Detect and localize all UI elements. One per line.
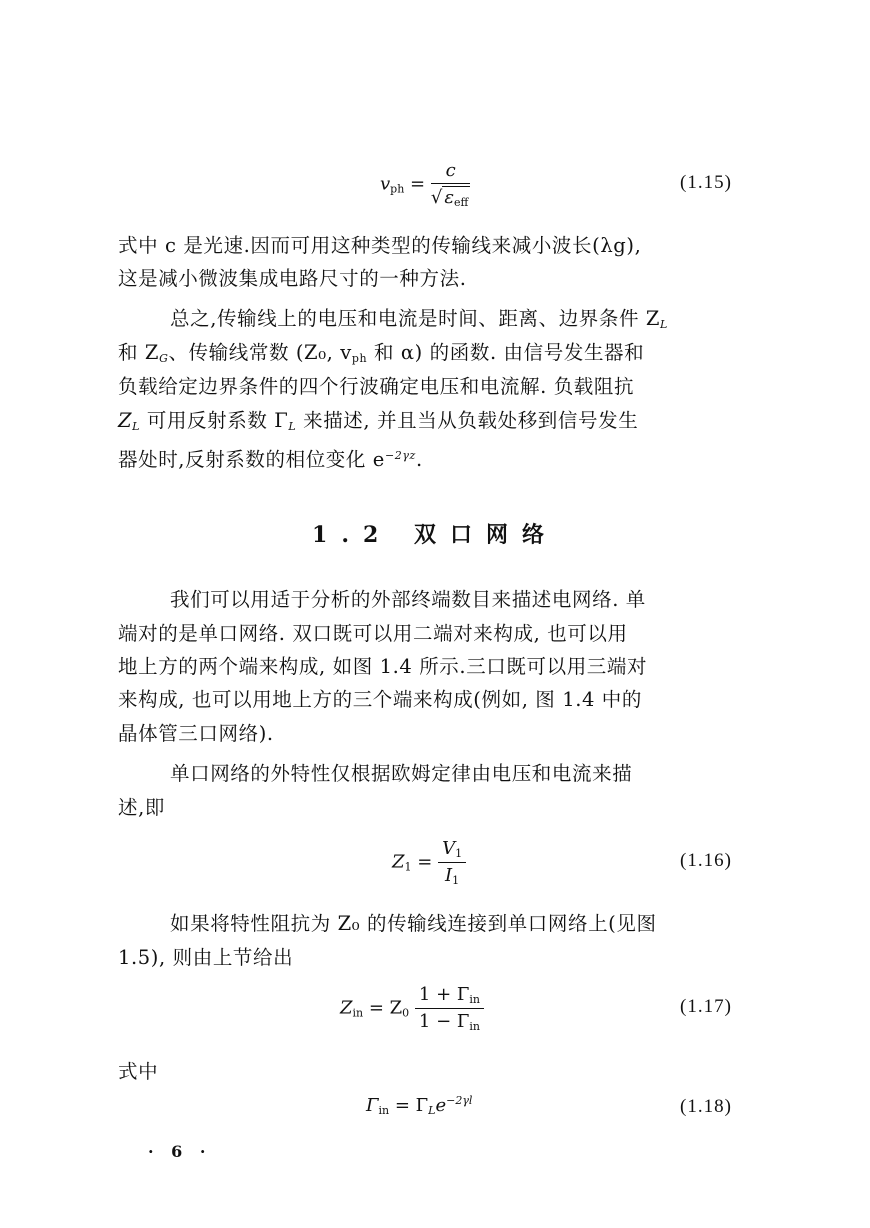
eq-lhs-sub: 1 — [404, 860, 412, 874]
text-line: 式中 c 是光速.因而可用这种类型的传输线来减小波长(λg), — [118, 234, 642, 257]
eq-lhs: v — [380, 173, 391, 195]
text-line — [118, 411, 758, 432]
text-span: . — [415, 448, 423, 471]
eq-rhs-e: e — [435, 1095, 447, 1116]
numerator: c — [431, 160, 470, 184]
text-line: 晶体管三口网络). — [118, 722, 274, 745]
text-line: 负载给定边界条件的四个行波确定电压和电流解. 负载阻抗 — [118, 375, 635, 398]
fraction — [438, 838, 466, 887]
num-symbol: V — [442, 838, 456, 859]
superscript: −2γz — [384, 449, 416, 462]
eq-rhs-sup: −2γl — [446, 1094, 473, 1107]
eq-lhs: Z — [340, 997, 353, 1019]
equation-number-1-17: (1.17) — [680, 996, 732, 1017]
text-line — [118, 450, 758, 470]
num-sub: 1 — [455, 847, 463, 860]
text-span: 来描述, 并且当从负载处移到信号发生 — [296, 409, 639, 432]
denominator — [438, 863, 466, 887]
den-symbol: ε — [444, 187, 455, 208]
equation-1-18 — [366, 1094, 472, 1117]
equation-1-17 — [340, 984, 484, 1033]
eq-sign: = Z — [368, 997, 403, 1019]
numerator — [438, 838, 466, 863]
text-line — [170, 309, 760, 330]
den-sub: in — [469, 1020, 480, 1033]
numerator — [415, 984, 484, 1009]
eq-lhs-sub: ph — [390, 182, 405, 196]
eq-sign: = — [410, 173, 426, 195]
den-sub: eff — [454, 196, 469, 209]
eq-lhs-sub: in — [352, 1006, 364, 1020]
text-line: 这是减小微波集成电路尺寸的一种方法. — [118, 267, 467, 290]
text-line: 地上方的两个端来构成, 如图 1.4 所示.三口既可以用三端对 — [118, 655, 648, 678]
equation-1-15 — [380, 160, 470, 209]
text-line — [118, 343, 758, 364]
den-symbol: I — [445, 865, 453, 886]
text-line: 如果将特性阻抗为 Z₀ 的传输线连接到单口网络上(见图 — [170, 912, 657, 935]
text-line: 端对的是单口网络. 双口既可以用二端对来构成, 也可以用 — [118, 622, 628, 645]
subscript: G — [159, 352, 169, 365]
eq-lhs: Z — [392, 851, 405, 873]
subscript: L — [288, 420, 297, 433]
fraction — [431, 160, 470, 209]
text-span: Z — [118, 409, 133, 432]
subscript: L — [132, 420, 141, 433]
fraction — [415, 984, 484, 1033]
text-line: 单口网络的外特性仅根据欧姆定律由电压和电流来描 — [170, 762, 633, 785]
num-text: 1 + Γ — [418, 984, 470, 1005]
denominator — [415, 1009, 484, 1033]
eq-lhs: Γ — [366, 1095, 379, 1116]
eq-sign: = — [417, 851, 433, 873]
page-number: · 6 · — [148, 1142, 212, 1161]
eq-rhs-sub: L — [428, 1104, 436, 1117]
text-line: 我们可以用适于分析的外部终端数目来描述电网络. 单 — [170, 588, 646, 611]
eq-sub: 0 — [402, 1006, 410, 1020]
text-line: 述,即 — [118, 796, 165, 819]
text-line: 1.5), 则由上节给出 — [118, 946, 294, 969]
den-text: 1 − Γ — [418, 1011, 470, 1032]
den-sub: 1 — [452, 874, 460, 887]
subscript: L — [660, 318, 668, 331]
num-sub: in — [469, 993, 480, 1006]
text-span: 、传输线常数 (Z₀, v — [168, 341, 352, 364]
denominator: √ $\varepsilon_{eff}$ — [430, 187, 469, 209]
text-span: 总之,传输线上的电压和电流是时间、距离、边界条件 Z — [170, 307, 661, 330]
text-line: 来构成, 也可以用地上方的三个端来构成(例如, 图 1.4 中的 — [118, 688, 643, 711]
text-span: 器处时,反射系数的相位变化 e — [118, 448, 385, 471]
subscript: ph — [351, 352, 368, 365]
equation-number-1-16: (1.16) — [680, 850, 732, 871]
section-heading: 1.2 双口网络 — [312, 522, 558, 548]
text-span: 和 α) 的函数. 由信号发生器和 — [367, 341, 645, 364]
text-span: 和 Z — [118, 341, 160, 364]
equation-number-1-15: (1.15) — [680, 172, 732, 193]
equation-number-1-18: (1.18) — [680, 1096, 732, 1117]
text-line: 式中 — [118, 1060, 159, 1083]
equation-1-16 — [392, 838, 466, 887]
eq-lhs-sub: in — [378, 1104, 390, 1117]
text-span: 可用反射系数 Γ — [140, 409, 289, 432]
eq-rhs: = Γ — [394, 1095, 429, 1116]
